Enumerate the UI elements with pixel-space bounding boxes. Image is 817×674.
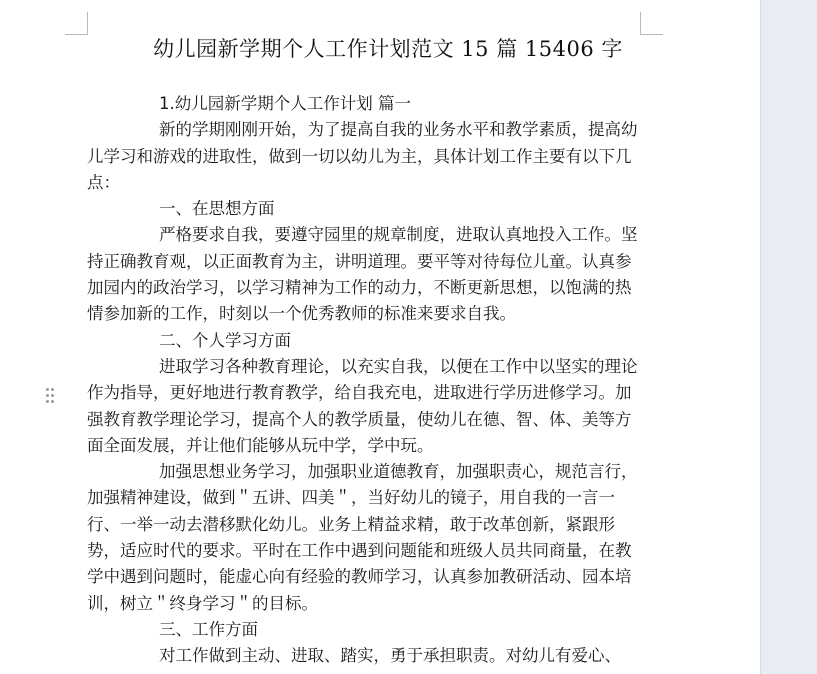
section-heading[interactable]: 二、个人学习方面 xyxy=(159,330,291,350)
paragraph-drag-handle-icon[interactable] xyxy=(46,388,54,404)
document-title[interactable]: 幼儿园新学期个人工作计划范文 15 篇 15406 字 xyxy=(153,37,623,61)
margin-corner-mark xyxy=(65,12,88,35)
section-heading[interactable]: 1.幼儿园新学期个人工作计划 篇一 xyxy=(159,94,411,113)
document-body[interactable] xyxy=(87,91,643,670)
right-side-panel xyxy=(760,0,817,674)
section-heading[interactable]: 三、工作方面 xyxy=(159,619,258,639)
body-paragraph[interactable]: 加强思想业务学习，加强职业道德教育，加强职责心，规范言行，加强精神建设，做到＂五讲、四美＂，当好幼儿的镜子，用自我的一言一行、一举一动去潜移默化幼儿。业务上精益求精，敢于改革创新，紧跟形势，适应时代的要求。平时在工作中遇到问题能和班级人员共同商量，在教学中遇到问题时，能虚心向有经验的教师学习，认真参加教研活动、园本培训，树立＂终身学习＂的目标。 xyxy=(87,462,638,613)
margin-corner-mark xyxy=(640,12,663,35)
body-paragraph[interactable]: 严格要求自我，要遵守园里的规章制度，进取认真地投入工作。坚持正确教育观，以正面教育为主，讲明道理。要平等对待每位儿童。认真参加园内的政治学习，以学习精神为工作的动力，不断更新思想，以饱满的热情参加新的工作，时刻以一个优秀教师的标准来要求自我。 xyxy=(87,225,638,324)
body-paragraph[interactable]: 对工作做到主动、进取、踏实，勇于承担职责。对幼儿有爱心、 xyxy=(159,646,621,666)
body-paragraph[interactable]: 新的学期刚刚开始，为了提高自我的业务水平和教学素质，提高幼儿学习和游戏的进取性，做到一切以幼儿为主，具体计划工作主要有以下几点： xyxy=(87,120,638,192)
section-heading[interactable]: 一、在思想方面 xyxy=(159,199,275,219)
body-paragraph[interactable]: 进取学习各种教育理论，以充实自我，以便在工作中以坚实的理论作为指导，更好地进行教育教学，给自我充电，进取进行学历进修学习。加强教育教学理论学习，提高个人的教学质量，使幼儿在德、智、体、美等方面全面发展，并让他们能够从玩中学，学中玩。 xyxy=(87,356,638,455)
